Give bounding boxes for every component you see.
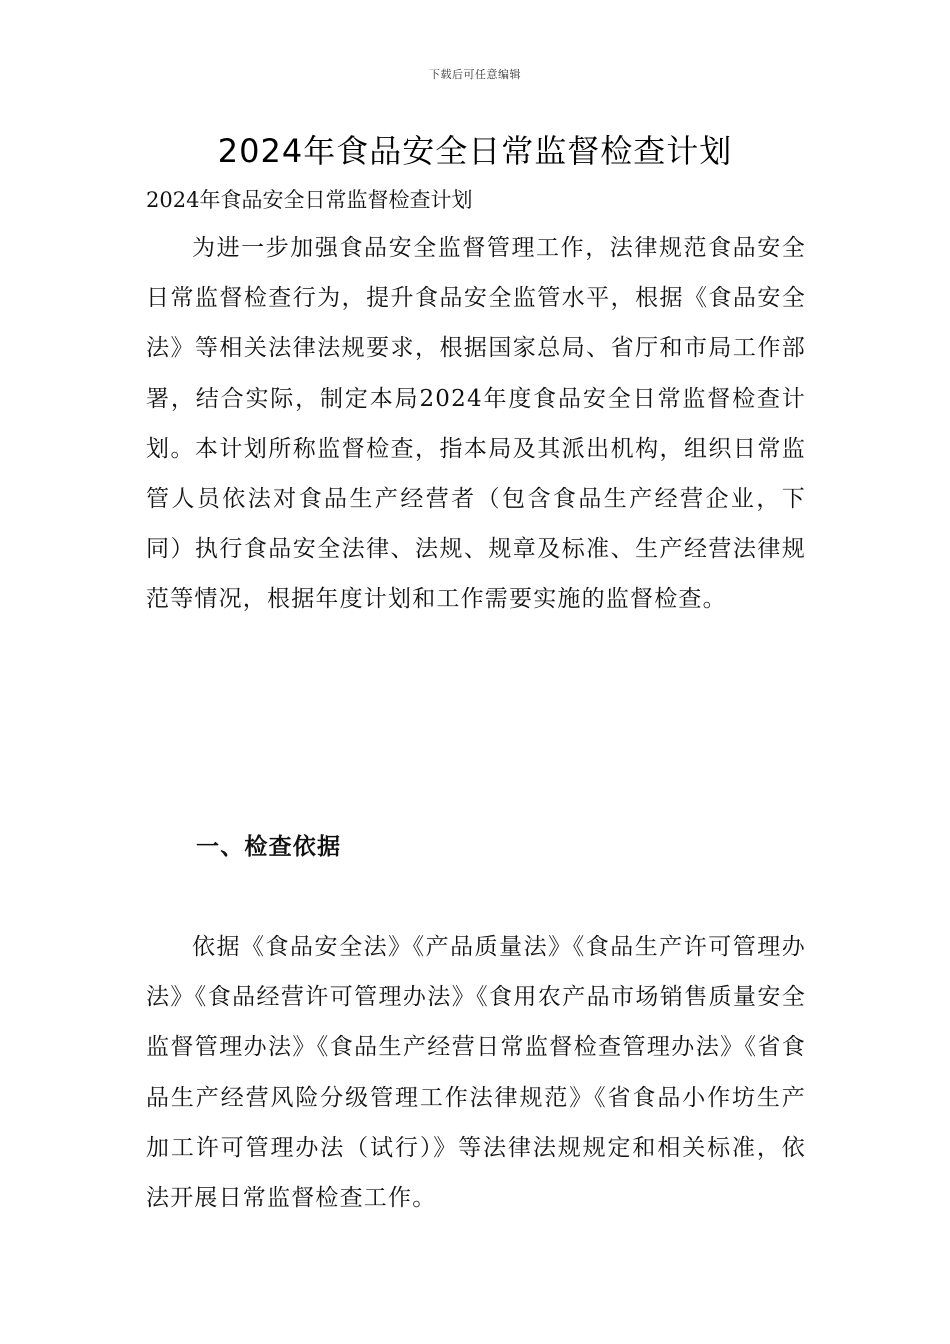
intro-paragraph: 为进一步加强食品安全监督管理工作，法律规范食品安全日常监督检查行为，提升食品安全监管水平，根据《食品安全法》等相关法律法规要求，根据国家总局、省厅和市局工作部署，结合实际，制定本局2024年度食品安全日常监督检查计划。本计划所称监督检查，指本局及其派出机构，组织日常监管人员依法对食品生产经营者（包含食品生产经营企业，下同）执行食品安全法律、法规、规章及标准、生产经营法律规范等情况，根据年度计划和工作需要实施的监督检查。 [146,235,806,613]
section-paragraph-inspection-basis: 依据《食品安全法》《产品质量法》《食品生产许可管理办法》《食品经营许可管理办法》《食用农产品市场销售质量安全监督管理办法》《食品生产经营日常监督检查管理办法》《省食品生产经营风险分级管理工作法律规范》《省食品小作坊生产加工许可管理办法（试行）》等法律法规规定和相关标准，依法开展日常监督检查工作。 [146,934,806,1212]
section-heading-inspection-basis: 一、检查依据 [196,833,342,860]
document-subtitle: 2024年食品安全日常监督检查计划 [146,188,473,212]
document-title: 2024年食品安全日常监督检查计划 [217,132,733,170]
page-header-note: 下载后可任意编辑 [429,68,521,81]
